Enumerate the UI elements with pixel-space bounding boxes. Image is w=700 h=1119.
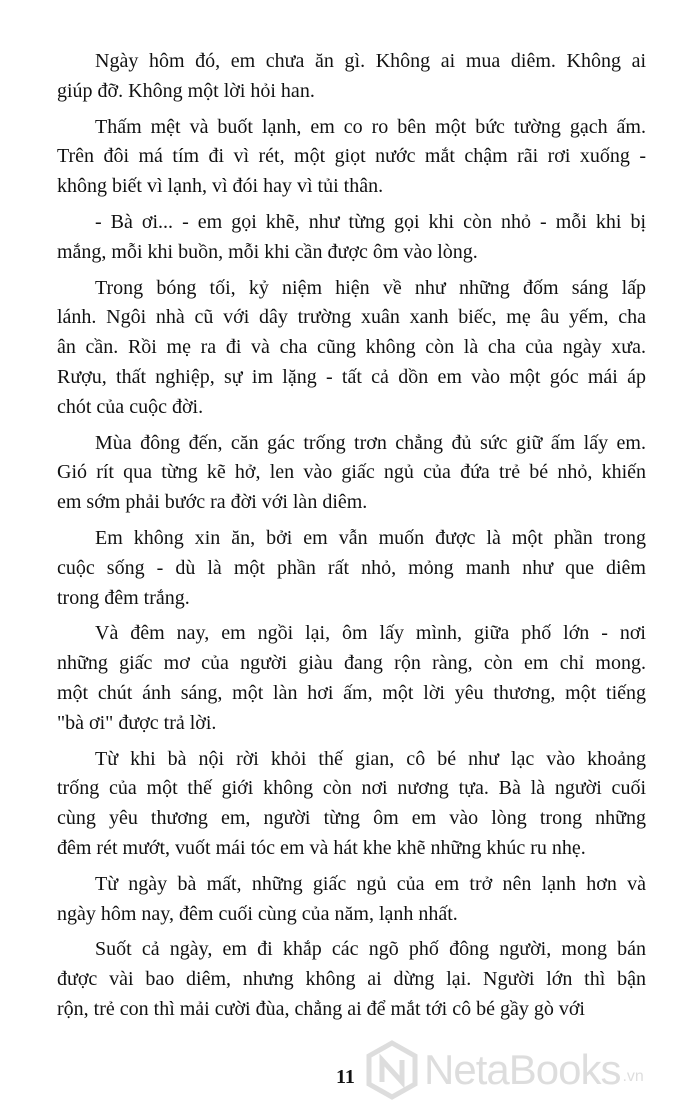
paragraph xyxy=(57,524,646,613)
text-line: Từ ngày bà mất, những giấc ngủ của em trở nên lạnh hơn và xyxy=(95,872,646,895)
paragraph xyxy=(57,745,646,864)
book-page-text xyxy=(57,47,646,1031)
text-line: không biết vì lạnh, vì đói hay vì tủi thân. xyxy=(57,175,384,198)
text-line: chót của cuộc đời. xyxy=(57,395,204,418)
text-line: được vài bao diêm, nhưng không ai dừng lại. Người lớn thì bận xyxy=(57,968,646,991)
text-line: Rượu, thất nghiệp, sự im lặng - tất cả dồn em vào một góc mái áp xyxy=(57,365,646,388)
paragraph xyxy=(57,47,646,107)
paragraph xyxy=(57,935,646,1024)
paragraph xyxy=(57,274,646,423)
text-line: ân cần. Rồi mẹ ra đi và cha cũng không còn là cha của ngày xưa. xyxy=(57,336,646,359)
text-line: một chút ánh sáng, một làn hơi ấm, một lời yêu thương, một tiếng xyxy=(57,681,646,704)
text-line: Gió rít qua từng kẽ hở, len vào giấc ngủ của đứa trẻ bé nhỏ, khiến xyxy=(57,461,646,484)
text-line: cuộc sống - dù là một phần rất nhỏ, mỏng manh như que diêm xyxy=(57,556,646,579)
text-line: giúp đỡ. Không một lời hỏi han. xyxy=(57,79,315,102)
watermark-brand: NetaBooks xyxy=(424,1046,621,1093)
text-line: Từ khi bà nội rời khỏi thế gian, cô bé như lạc vào khoảng xyxy=(95,747,646,770)
text-line: Em không xin ăn, bởi em vẫn muốn được là một phần trong xyxy=(95,526,646,549)
text-line: lánh. Ngôi nhà cũ với dây trường xuân xanh biếc, mẹ âu yếm, cha xyxy=(57,306,646,329)
text-line: rộn, trẻ con thì mải cười đùa, chẳng ai để mắt tới cô bé gầy gò với xyxy=(57,997,585,1020)
text-line: mắng, mỗi khi buồn, mỗi khi cần được ôm vào lòng. xyxy=(57,240,478,263)
text-line: "bà ơi" được trả lời. xyxy=(57,711,217,734)
netabooks-watermark xyxy=(366,1040,644,1100)
watermark-suffix: .vn xyxy=(622,1068,644,1085)
text-line: Mùa đông đến, căn gác trống trơn chẳng đủ sức giữ ấm lấy em. xyxy=(95,431,646,454)
text-line: - Bà ơi... - em gọi khẽ, như từng gọi khi còn nhỏ - mỗi khi bị xyxy=(95,210,646,233)
paragraph xyxy=(57,429,646,518)
paragraph xyxy=(57,619,646,738)
text-line: em sớm phải bước ra đời với làn diêm. xyxy=(57,491,368,514)
paragraph xyxy=(57,113,646,202)
paragraph xyxy=(57,208,646,268)
text-line: Trong bóng tối, kỷ niệm hiện về như những đốm sáng lấp xyxy=(95,276,646,299)
text-line: đêm rét mướt, vuốt mái tóc em và hát khe khẽ những khúc ru nhẹ. xyxy=(57,836,586,859)
text-line: Ngày hôm đó, em chưa ăn gì. Không ai mua diêm. Không ai xyxy=(95,50,646,72)
text-line: Và đêm nay, em ngồi lại, ôm lấy mình, giữa phố lớn - nơi xyxy=(95,622,646,645)
text-line: cùng yêu thương em, người từng ôm em vào lòng trong những xyxy=(57,807,646,830)
text-line: Thấm mệt và buốt lạnh, em co ro bên một bức tường gạch ấm. xyxy=(95,115,646,138)
text-line: Suốt cả ngày, em đi khắp các ngõ phố đông người, mong bán xyxy=(95,938,646,961)
page-number: 11 xyxy=(336,1066,355,1088)
text-line: ngày hôm nay, đêm cuối cùng của năm, lạnh nhất. xyxy=(57,902,458,925)
text-line: trong đêm trắng. xyxy=(57,586,190,609)
text-line: những giấc mơ của người giàu đang rộn ràng, còn em chỉ mong. xyxy=(57,652,646,675)
paragraph xyxy=(57,870,646,930)
text-line: trống của một thế giới không còn nơi nương tựa. Bà là người cuối xyxy=(57,777,646,800)
text-line: Trên đôi má tím đi vì rét, một giọt nước mắt chậm rãi rơi xuống - xyxy=(57,145,646,168)
netabooks-hexagon-logo-icon xyxy=(366,1040,418,1100)
